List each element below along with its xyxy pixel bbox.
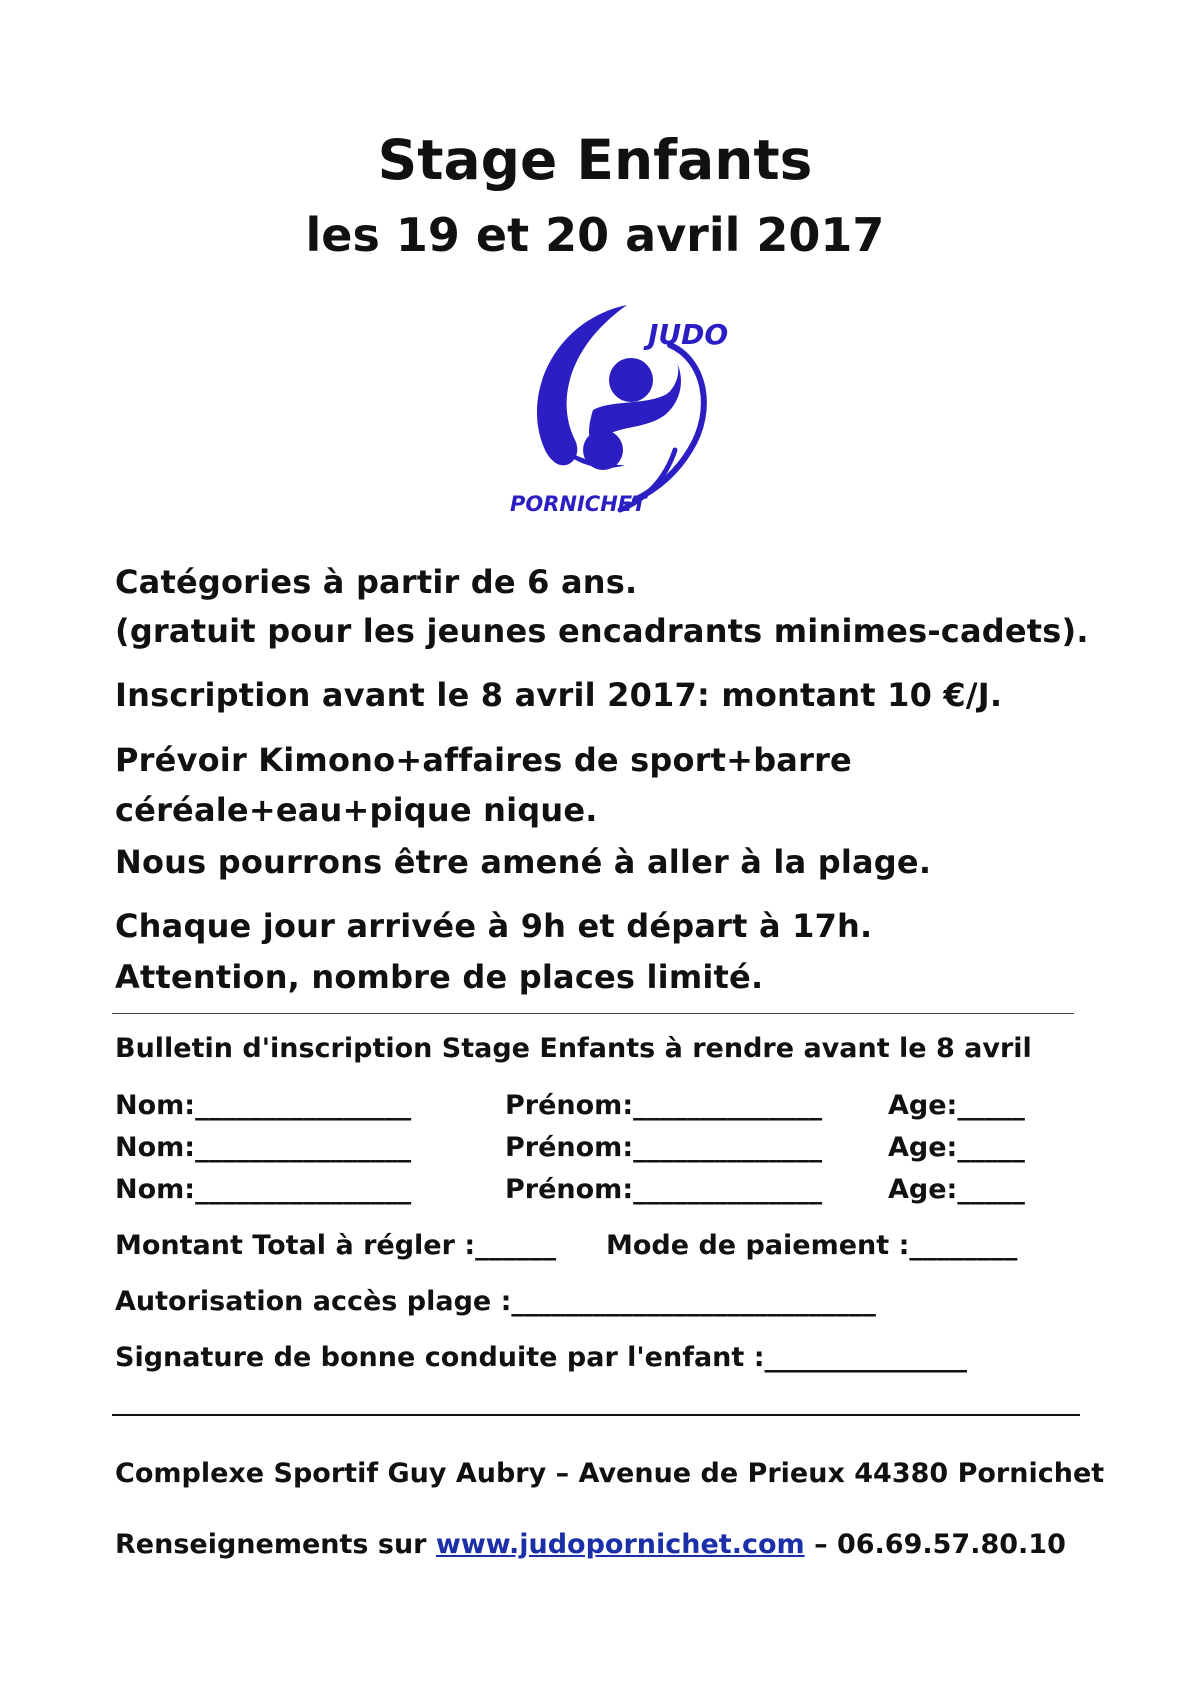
info-gratuit: (gratuit pour les jeunes encadrants minimes-cadets). (115, 612, 1089, 650)
info-horaires: Chaque jour arrivée à 9h et départ à 17h. (115, 907, 873, 945)
age-field-3[interactable]: Age:_____ (888, 1174, 1025, 1205)
phone-number: – 06.69.57.80.10 (814, 1529, 1066, 1560)
nom-field-2[interactable]: Nom:________________ (115, 1132, 412, 1163)
judo-pornichet-logo (510, 300, 760, 535)
mode-paiement-field[interactable]: Mode de paiement :________ (606, 1230, 1018, 1261)
logo-judo-text: JUDO (648, 318, 729, 351)
logo-pornichet-text: PORNICHET (510, 492, 647, 516)
montant-field[interactable]: Montant Total à régler :______ (115, 1230, 557, 1261)
info-cereale: céréale+eau+pique nique. (115, 791, 598, 829)
info-categories: Catégories à partir de 6 ans. (115, 563, 638, 601)
prenom-field-3[interactable]: Prénom:______________ (505, 1174, 823, 1205)
info-prevoir: Prévoir Kimono+affaires de sport+barre (115, 741, 852, 779)
signature-line (112, 1414, 1080, 1416)
contact-prefix: Renseignements sur (115, 1529, 427, 1560)
nom-field-1[interactable]: Nom:________________ (115, 1090, 412, 1121)
info-plage: Nous pourrons être amené à aller à la plage. (115, 843, 932, 881)
address: Complexe Sportif Guy Aubry – Avenue de Prieux 44380 Pornichet (115, 1458, 1105, 1489)
autorisation-field[interactable]: Autorisation accès plage :___________________________ (115, 1286, 876, 1317)
info-inscription: Inscription avant le 8 avril 2017: montant 10 €/J. (115, 676, 1003, 714)
contact-line (115, 1529, 1066, 1560)
website-link[interactable]: www.judopornichet.com (435, 1529, 805, 1560)
nom-field-3[interactable]: Nom:________________ (115, 1174, 412, 1205)
signature-field[interactable]: Signature de bonne conduite par l'enfant :_______________ (115, 1342, 968, 1373)
section-divider (112, 1013, 1074, 1014)
age-field-1[interactable]: Age:_____ (888, 1090, 1025, 1121)
prenom-field-2[interactable]: Prénom:______________ (505, 1132, 823, 1163)
page-title: Stage Enfants (377, 128, 813, 192)
info-attention: Attention, nombre de places limité. (115, 958, 764, 996)
page-subtitle: les 19 et 20 avril 2017 (305, 208, 885, 262)
form-heading: Bulletin d'inscription Stage Enfants à rendre avant le 8 avril (115, 1033, 1032, 1064)
prenom-field-1[interactable]: Prénom:______________ (505, 1090, 823, 1121)
age-field-2[interactable]: Age:_____ (888, 1132, 1025, 1163)
